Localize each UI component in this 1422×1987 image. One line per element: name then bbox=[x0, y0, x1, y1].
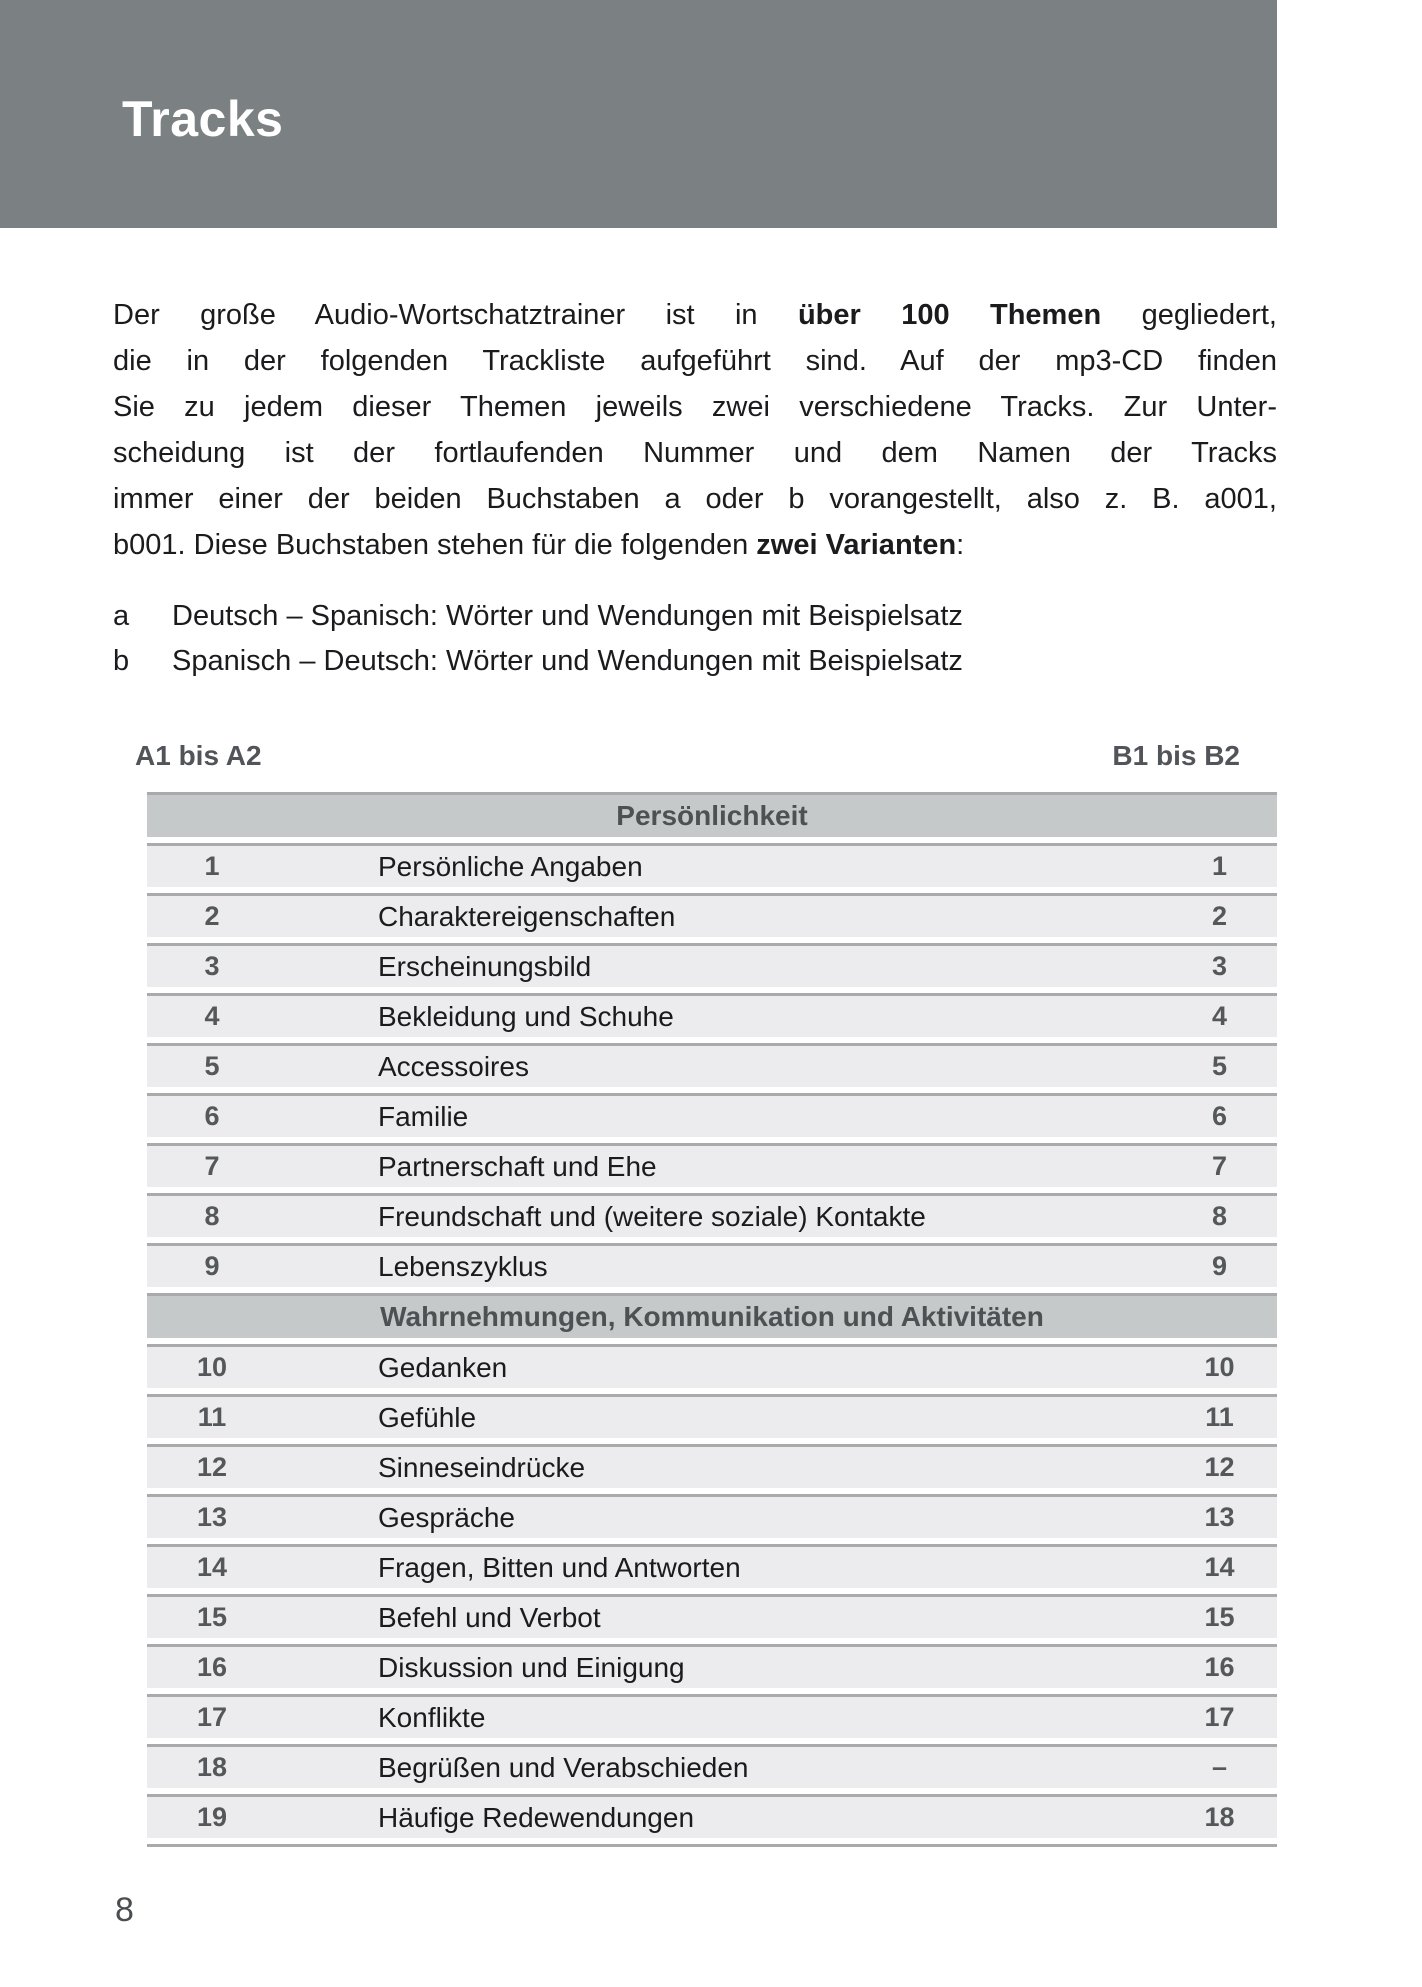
track-title: Gefühle bbox=[378, 1402, 477, 1433]
track-title: Freundschaft und (weitere soziale) Kontakte bbox=[378, 1201, 926, 1232]
track-row bbox=[147, 1594, 1277, 1638]
track-number-b: 11 bbox=[1205, 1402, 1234, 1432]
track-number-b: 5 bbox=[1211, 1051, 1228, 1081]
track-row bbox=[147, 1193, 1277, 1237]
track-number-a: 16 bbox=[196, 1652, 228, 1682]
intro-paragraph bbox=[113, 292, 1277, 568]
track-row bbox=[147, 843, 1277, 887]
level-range-right: B1 bis B2 bbox=[1112, 740, 1240, 771]
track-number-b: – bbox=[1211, 1752, 1228, 1782]
intro-text: die in der folgenden Trackliste aufgeführt sind. Auf der mp3-CD finden bbox=[113, 345, 1277, 377]
track-number-b: 3 bbox=[1211, 951, 1228, 981]
track-title: Befehl und Verbot bbox=[378, 1602, 601, 1633]
variant-row bbox=[113, 594, 1277, 639]
track-number-a: 14 bbox=[196, 1552, 228, 1582]
track-title: Partnerschaft und Ehe bbox=[378, 1151, 657, 1182]
track-row bbox=[147, 1444, 1277, 1488]
track-number-b: 8 bbox=[1211, 1201, 1228, 1231]
tracks-table bbox=[147, 792, 1277, 1847]
track-number-a: 3 bbox=[204, 951, 220, 981]
level-range-row bbox=[113, 740, 1277, 772]
track-number-a: 1 bbox=[204, 851, 220, 881]
track-title: Familie bbox=[378, 1101, 469, 1132]
track-title: Diskussion und Einigung bbox=[378, 1652, 685, 1683]
track-title: Fragen, Bitten und Antworten bbox=[378, 1552, 741, 1583]
variant-label: a bbox=[113, 600, 130, 632]
track-number-a: 17 bbox=[196, 1702, 228, 1732]
track-row bbox=[147, 1644, 1277, 1688]
track-row bbox=[147, 1143, 1277, 1187]
track-number-a: 11 bbox=[197, 1402, 227, 1432]
variant-list bbox=[113, 594, 1277, 684]
track-number-a: 18 bbox=[196, 1752, 228, 1782]
track-row bbox=[147, 1544, 1277, 1588]
track-row bbox=[147, 1093, 1277, 1137]
track-title: Erscheinungsbild bbox=[378, 951, 592, 982]
track-number-b: 4 bbox=[1211, 1001, 1228, 1031]
track-title: Gedanken bbox=[378, 1352, 508, 1383]
track-title: Bekleidung und Schuhe bbox=[378, 1001, 674, 1032]
page-number: 8 bbox=[115, 1891, 134, 1929]
track-number-a: 6 bbox=[204, 1101, 220, 1131]
track-row bbox=[147, 1694, 1277, 1738]
track-number-a: 9 bbox=[204, 1251, 220, 1281]
track-title: Häufige Redewendungen bbox=[378, 1802, 695, 1833]
track-row bbox=[147, 1744, 1277, 1788]
track-row bbox=[147, 1344, 1277, 1388]
track-row bbox=[147, 993, 1277, 1037]
intro-line bbox=[113, 476, 1277, 522]
intro-line bbox=[113, 430, 1277, 476]
track-number-b: 6 bbox=[1211, 1101, 1228, 1131]
track-row bbox=[147, 1394, 1277, 1438]
track-number-a: 19 bbox=[196, 1802, 228, 1832]
level-range-left: A1 bis A2 bbox=[135, 740, 262, 771]
track-number-b: 9 bbox=[1211, 1251, 1228, 1281]
variant-text: Spanisch – Deutsch: Wörter und Wendungen mit Beispielsatz bbox=[172, 645, 963, 677]
track-title: Lebenszyklus bbox=[378, 1251, 548, 1282]
track-number-a: 5 bbox=[204, 1051, 220, 1081]
track-number-b: 15 bbox=[1204, 1602, 1235, 1632]
track-number-b: 16 bbox=[1204, 1652, 1235, 1682]
track-number-b: 18 bbox=[1204, 1802, 1235, 1832]
track-number-b: 14 bbox=[1204, 1552, 1235, 1582]
variant-label: b bbox=[113, 645, 130, 677]
track-number-b: 1 bbox=[1211, 851, 1228, 881]
track-row bbox=[147, 1243, 1277, 1287]
track-number-a: 12 bbox=[196, 1452, 228, 1482]
track-number-a: 2 bbox=[204, 901, 220, 931]
track-section-header: Persönlichkeit bbox=[147, 792, 1277, 837]
track-title: Gespräche bbox=[378, 1502, 515, 1533]
track-number-a: 13 bbox=[196, 1502, 228, 1532]
intro-text: immer einer der beiden Buchstaben a oder b vorangestellt, also z. B. a001, bbox=[113, 483, 1277, 515]
page-title: Tracks bbox=[122, 91, 284, 147]
variant-row bbox=[113, 639, 1277, 684]
intro-line bbox=[113, 384, 1277, 430]
track-title: Konflikte bbox=[378, 1702, 486, 1733]
track-number-a: 4 bbox=[204, 1001, 220, 1031]
intro-text: b001. Diese Buchstaben stehen für die folgenden bbox=[113, 529, 757, 561]
intro-line bbox=[113, 522, 1277, 568]
track-number-b: 2 bbox=[1211, 901, 1228, 931]
intro-text: Der große Audio-Wortschatztrainer ist in bbox=[113, 299, 798, 331]
track-title: Begrüßen und Verabschieden bbox=[378, 1752, 749, 1783]
track-title: Sinneseindrücke bbox=[378, 1452, 586, 1483]
intro-line bbox=[113, 338, 1277, 384]
intro-text: scheidung ist der fortlaufenden Nummer und dem Namen der Tracks bbox=[113, 437, 1277, 469]
track-number-b: 13 bbox=[1204, 1502, 1235, 1532]
track-number-a: 8 bbox=[204, 1201, 220, 1231]
track-row bbox=[147, 1794, 1277, 1838]
intro-text: gegliedert, bbox=[1101, 299, 1277, 331]
track-row bbox=[147, 1043, 1277, 1087]
intro-text: : bbox=[956, 529, 965, 561]
track-row bbox=[147, 943, 1277, 987]
track-number-b: 10 bbox=[1204, 1352, 1235, 1382]
track-number-b: 17 bbox=[1204, 1702, 1235, 1732]
intro-text: Sie zu jedem dieser Themen jeweils zwei verschiedene Tracks. Zur Unter- bbox=[113, 391, 1277, 423]
track-section-header: Wahrnehmungen, Kommunikation und Aktivitäten bbox=[147, 1293, 1277, 1338]
intro-bold-text: zwei Varianten bbox=[756, 529, 957, 561]
intro-bold-text: über 100 Themen bbox=[797, 299, 1102, 331]
track-number-a: 15 bbox=[196, 1602, 228, 1632]
track-title: Accessoires bbox=[378, 1051, 529, 1082]
page-header-band bbox=[0, 0, 1277, 228]
intro-line bbox=[113, 292, 1277, 338]
track-number-a: 7 bbox=[204, 1151, 220, 1181]
track-title: Charaktereigenschaften bbox=[378, 901, 676, 932]
track-row bbox=[147, 893, 1277, 937]
track-number-b: 7 bbox=[1211, 1151, 1228, 1181]
track-title: Persönliche Angaben bbox=[378, 851, 643, 882]
track-number-a: 10 bbox=[196, 1352, 228, 1382]
track-row bbox=[147, 1494, 1277, 1538]
track-number-b: 12 bbox=[1204, 1452, 1235, 1482]
variant-text: Deutsch – Spanisch: Wörter und Wendungen mit Beispielsatz bbox=[172, 600, 963, 632]
